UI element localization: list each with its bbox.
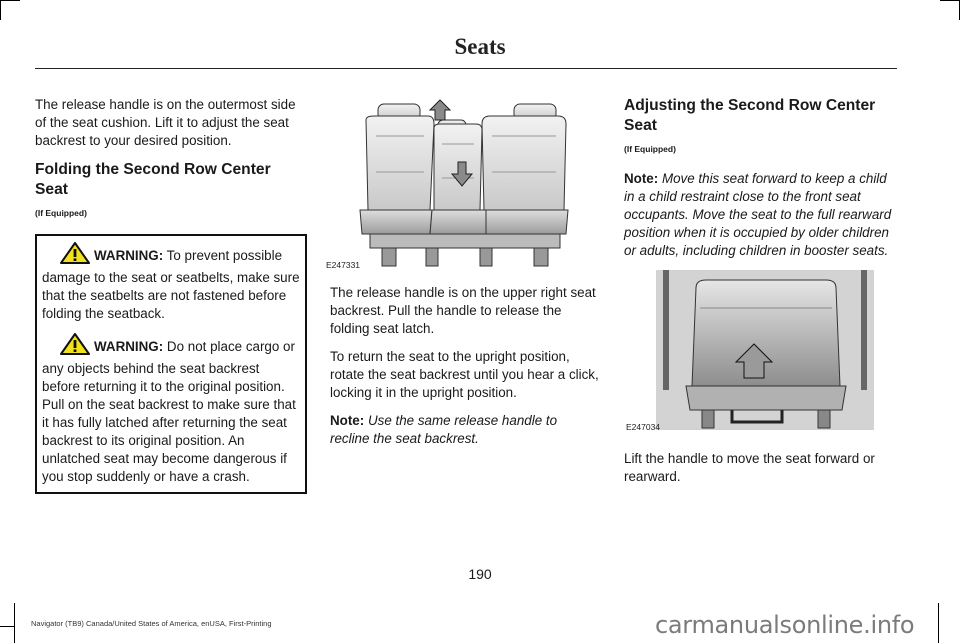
figure-id: E247331 <box>326 260 361 270</box>
crop-mark <box>0 0 20 1</box>
seat-handle-drawing <box>656 270 930 436</box>
crop-mark <box>0 626 14 627</box>
intro-paragraph: The release handle is on the outermost side of the seat cushion. Lift it to adjust the seat backrest to your desired position. <box>35 97 296 148</box>
warning-triangle-icon <box>60 333 90 360</box>
watermark: carmanualsonline.info <box>655 611 915 639</box>
figure-id: E247034 <box>626 422 661 432</box>
center-seat-handle-illustration <box>624 270 898 436</box>
note-text: Use the same release handle to recline the seat backrest. <box>330 413 558 446</box>
seat-row-drawing <box>330 98 600 270</box>
note-label: Note: <box>330 413 365 428</box>
middle-column <box>326 98 600 458</box>
section-heading-adjusting: Adjusting the Second Row Center Seat <box>624 97 876 134</box>
crop-mark <box>0 0 1 20</box>
adjust-note <box>624 170 898 260</box>
note-text: Move this seat forward to keep a child in a child restraint close to the front seat occupants. Move the seat to the full rearward position when it is occupied by older children or adults, including children in booster seats. <box>624 171 892 258</box>
crop-mark <box>14 603 15 643</box>
warning-2 <box>42 333 301 486</box>
crop-mark <box>940 0 960 1</box>
crop-mark <box>938 603 939 643</box>
left-column <box>35 96 305 494</box>
right-column <box>624 96 898 496</box>
edition-footer: Navigator (TB9) Canada/United States of America, enUSA, First-Printing <box>31 619 272 628</box>
warning-label: WARNING: <box>94 248 164 263</box>
warning-1 <box>42 242 301 323</box>
rear-seat-row-illustration <box>326 98 600 270</box>
if-equipped-label: (If Equipped) <box>624 144 676 154</box>
header-rule <box>35 68 897 69</box>
release-handle-paragraph: The release handle is on the upper right seat backrest. Pull the handle to release the folding seat latch. <box>330 285 596 336</box>
upright-paragraph: To return the seat to the upright position, rotate the seat backrest until you hear a click, locking it in the upright position. <box>330 349 599 400</box>
lift-handle-paragraph: Lift the handle to move the seat forward or rearward. <box>624 451 875 484</box>
recline-note <box>330 412 600 448</box>
warning-box <box>35 234 307 494</box>
note-label: Note: <box>624 171 659 186</box>
warning-text: Do not place cargo or any objects behind the seat backrest before returning it to the original position. Pull on the seat backrest to make sure that it has fully latched after returning the seat backrest to its original position. An unlatched seat may become dangerous if you stop suddenly or have a crash. <box>42 339 296 484</box>
warning-text: To prevent possible damage to the seat or seatbelts, make sure that the seatbelts are not fastened before folding the seatback. <box>42 248 300 321</box>
if-equipped-label: (If Equipped) <box>35 208 87 218</box>
warning-triangle-icon <box>60 242 90 269</box>
page-title: Seats <box>454 34 506 59</box>
page-number: 190 <box>468 566 492 582</box>
section-heading-folding: Folding the Second Row Center Seat <box>35 161 271 198</box>
warning-label: WARNING: <box>94 339 164 354</box>
